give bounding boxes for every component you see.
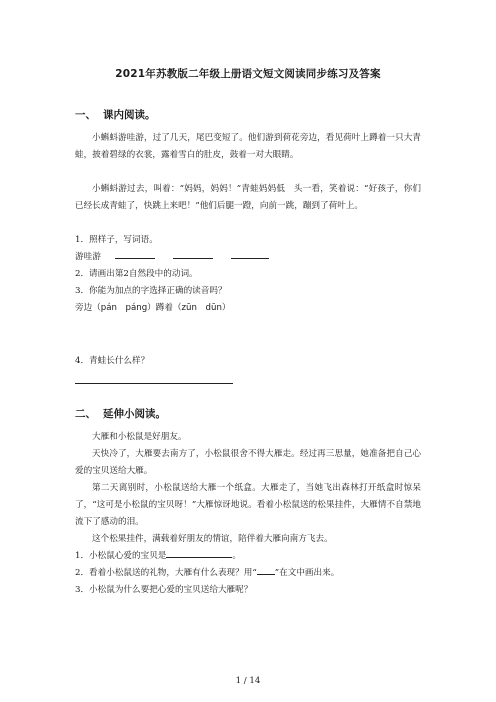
page-number: 1 / 14 (235, 676, 261, 686)
question-1-text: 1．小松鼠心爱的宝贝是 (75, 551, 167, 561)
section-2-heading (75, 406, 166, 421)
section-2-question-1 (75, 548, 421, 565)
example-word: 游哇游 (75, 252, 101, 262)
answer-line[interactable] (75, 383, 233, 384)
section-2-question-2 (75, 565, 421, 582)
document-title: 2021年苏教版二年级上册语文短文阅读同步练习及答案 (115, 68, 381, 80)
section-1-question-1-answer-row (75, 249, 421, 266)
section-2-paragraph-4: 这个松果挂件，满载着好朋友的情谊，陪伴着大雁向南方飞去。 (92, 534, 333, 544)
section-1-question-3-options: 旁边（pán páng）蹲着（zūn dūn） (75, 303, 231, 313)
section-1-question-2: 2．请画出第2自然段中的动词。 (75, 269, 198, 279)
section-1-title: 课内阅读。 (103, 109, 156, 121)
section-1-question-3: 3．你能为加点的字选择正确的读音吗？ (75, 286, 227, 296)
section-1-paragraph-1: 小蝌蚪游哇游，过了几天，尾巴变短了。他们游到荷花旁边，看见荷叶上蹲着一只大青蛙，披着碧绿的衣裳，露着雪白的肚皮，鼓着一对大眼睛。 (75, 133, 421, 160)
section-2-number: 二、 (75, 408, 96, 420)
question-2-text: 2．看着小松鼠送的礼物，大雁有什么表现？用“ (75, 568, 257, 578)
section-1-heading (75, 107, 156, 122)
question-1-end: 。 (232, 551, 242, 561)
question-2-end: ”在文中画出来。 (274, 568, 340, 578)
section-1-paragraph-2: 小蝌蚪游过去，叫着：“妈妈，妈妈！”青蛙妈妈低 头一看，笑着说：“好孩子，你们已经长成青蛙了，快跳上来吧！”他们后腿一蹬，向前一跳，蹦到了荷叶上。 (75, 184, 421, 211)
section-1-question-4: 4．青蛙长什么样？ (75, 356, 150, 366)
answer-blank-3[interactable] (231, 250, 269, 259)
section-2-paragraph-1: 大雁和小松鼠是好朋友。 (92, 432, 187, 442)
section-2-paragraph-3: 第二天离别时，小松鼠送给大雁一个纸盒。大雁走了，当她飞出森林打开纸盒时惊呆了，“这可是小松鼠的宝贝呀！”大雁惊讶地说。看着小松鼠送的松果挂件，大雁情不自禁地流下了感动的泪。 (75, 483, 421, 527)
underline-marker (257, 566, 275, 575)
section-2-title: 延伸小阅读。 (103, 408, 166, 420)
section-1-question-1: 1．照样子，写词语。 (75, 235, 158, 245)
section-2-question-3: 3．小松鼠为什么要把心爱的宝贝送给大雁呢？ (75, 585, 253, 595)
section-1-number: 一、 (75, 109, 96, 121)
answer-blank-2[interactable] (173, 250, 213, 259)
section-2-paragraph-2: 天快冷了，大雁要去南方了，小松鼠很舍不得大雁走。经过再三思量，她准备把自己心爱的宝贝送给大雁。 (75, 449, 421, 476)
answer-blank-1[interactable] (115, 250, 155, 259)
answer-blank-treasure[interactable] (166, 549, 232, 558)
